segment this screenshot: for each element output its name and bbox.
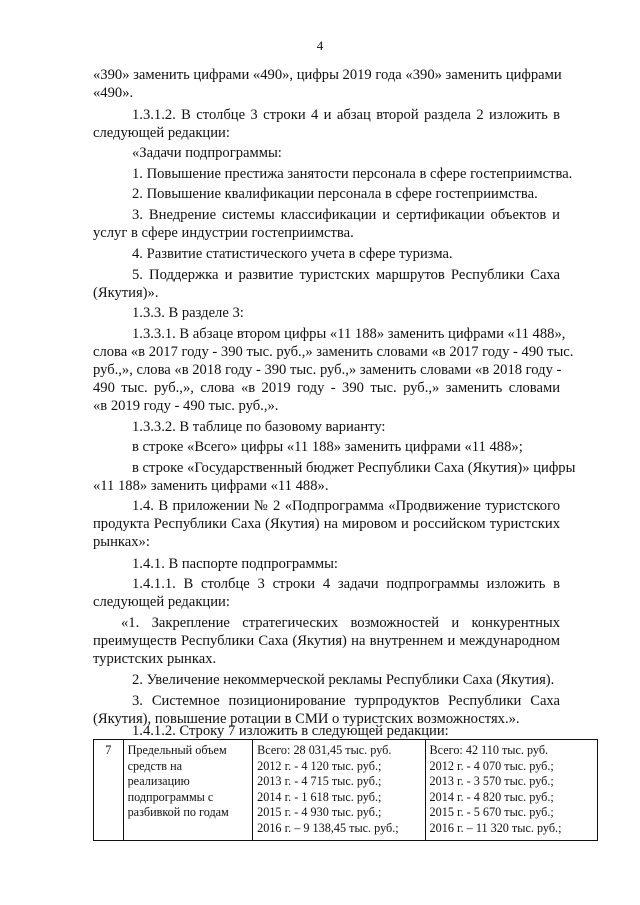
cell-line: 2014 г. - 4 820 тыс. руб.;	[429, 789, 554, 804]
text-line: «Задачи подпрограммы:	[132, 145, 282, 161]
cell-line: 2016 г. – 11 320 тыс. руб.;	[429, 820, 562, 835]
text-line: 4. Развитие статистического учета в сфере туризма.	[132, 246, 453, 262]
text-line: следующей редакции:	[93, 594, 230, 610]
cell-line: средств на	[127, 758, 182, 773]
cell-line: Всего: 28 031,45 тыс. руб.	[257, 743, 392, 757]
cell-line: 2015 г. - 5 670 тыс. руб.;	[429, 805, 554, 820]
cell-line: 2013 г. - 3 570 тыс. руб.;	[429, 774, 554, 789]
text-line: рынках»:	[93, 534, 150, 550]
text-line: преимуществ Республики Саха (Якутия) на внутреннем и международном	[93, 633, 560, 649]
text-line: продукта Республики Саха (Якутия) на мировом и российском туристских	[93, 516, 560, 532]
text-line: «490».	[93, 85, 134, 101]
text-line: руб.,», слова «в 2018 году - 390 тыс. руб.,» заменить словами «в 2018 году -	[93, 362, 562, 378]
cell-line: 2012 г. - 4 120 тыс. руб.;	[257, 758, 382, 773]
row-number-cell: 7	[94, 740, 124, 841]
text-line: 1.3.1.2. В столбце 3 строки 4 и абзац второй раздела 2 изложить в	[132, 107, 560, 123]
text-line: «1. Закрепление стратегических возможностей и конкурентных	[121, 615, 560, 631]
cell-line: Предельный объем	[127, 743, 227, 757]
text-line: «390» заменить цифрами «490», цифры 2019 года «390» заменить цифрами	[93, 67, 562, 83]
text-line: 3. Внедрение системы классификации и сертификации объектов и	[132, 207, 560, 223]
text-line: следующей редакции:	[93, 125, 230, 141]
cell-line: подпрограммы с	[127, 789, 214, 804]
text-line: 1.4.1.1. В столбце 3 строки 4 задачи подпрограммы изложить в	[132, 576, 560, 592]
text-line: «11 188» заменить цифрами «11 488».	[93, 478, 329, 494]
indicator-name-cell	[123, 740, 253, 841]
text-line: в строке «Государственный бюджет Республики Саха (Якутия)» цифры	[132, 460, 576, 476]
text-line: 1.4.1.2. Строку 7 изложить в следующей редакции:	[132, 723, 449, 739]
text-line: 1.3.3.2. В таблице по базовому варианту:	[132, 419, 386, 435]
text-line: 5. Поддержка и развитие туристских маршрутов Республики Саха	[132, 267, 560, 283]
cell-line: 2014 г. - 1 618 тыс. руб.;	[257, 789, 382, 804]
cell-line: 2012 г. - 4 070 тыс. руб.;	[429, 758, 554, 773]
base-variant-cell	[253, 740, 425, 841]
text-line: слова «в 2017 году - 390 тыс. руб.,» заменить словами «в 2017 году - 490 тыс.	[93, 344, 574, 360]
cell-line: разбивкой по годам	[127, 805, 229, 820]
text-line: в строке «Всего» цифры «11 188» заменить цифрами «11 488»;	[132, 439, 523, 455]
text-line: 2. Увеличение некоммерческой рекламы Республики Саха (Якутия).	[132, 672, 555, 688]
text-line: «в 2019 году - 490 тыс. руб.,».	[93, 398, 279, 414]
row-7-table	[93, 739, 598, 841]
text-line: 1.4. В приложении № 2 «Подпрограмма «Продвижение туристского	[132, 498, 560, 514]
text-line: 3. Системное позиционирование турпродуктов Республики Саха	[132, 693, 560, 709]
text-line: 2. Повышение квалификации персонала в сфере гостеприимства.	[132, 186, 538, 202]
text-line: (Якутия)».	[93, 285, 159, 301]
cell-line: реализацию	[127, 774, 190, 789]
cell-line: Всего: 42 110 тыс. руб.	[429, 743, 549, 757]
text-line: 1.4.1. В паспорте подпрограммы:	[132, 556, 338, 572]
alternative-variant-cell	[425, 740, 597, 841]
cell-line: 2016 г. – 9 138,45 тыс. руб.;	[257, 820, 399, 835]
text-line: 1.3.3. В разделе 3:	[132, 305, 244, 321]
cell-line: 2015 г. - 4 930 тыс. руб.;	[257, 805, 382, 820]
text-line: (Якутия), повышение ротации в СМИ о туристских возможностях.».	[93, 711, 520, 727]
text-line: 490 тыс. руб.,», слова «в 2019 году - 390 тыс. руб.,» заменить словами	[93, 380, 560, 396]
cell-line: 2013 г. - 4 715 тыс. руб.;	[257, 774, 382, 789]
text-line: услуг в сфере индустрии гостеприимства.	[93, 225, 354, 241]
table-row	[94, 740, 598, 841]
text-line: туристских рынках.	[93, 651, 217, 667]
text-line: 1.3.3.1. В абзаце втором цифры «11 188» заменить цифрами «11 488»,	[132, 326, 566, 342]
text-line: 1. Повышение престижа занятости персонала в сфере гостеприимства.	[132, 166, 573, 182]
page-number: 4	[316, 38, 324, 53]
